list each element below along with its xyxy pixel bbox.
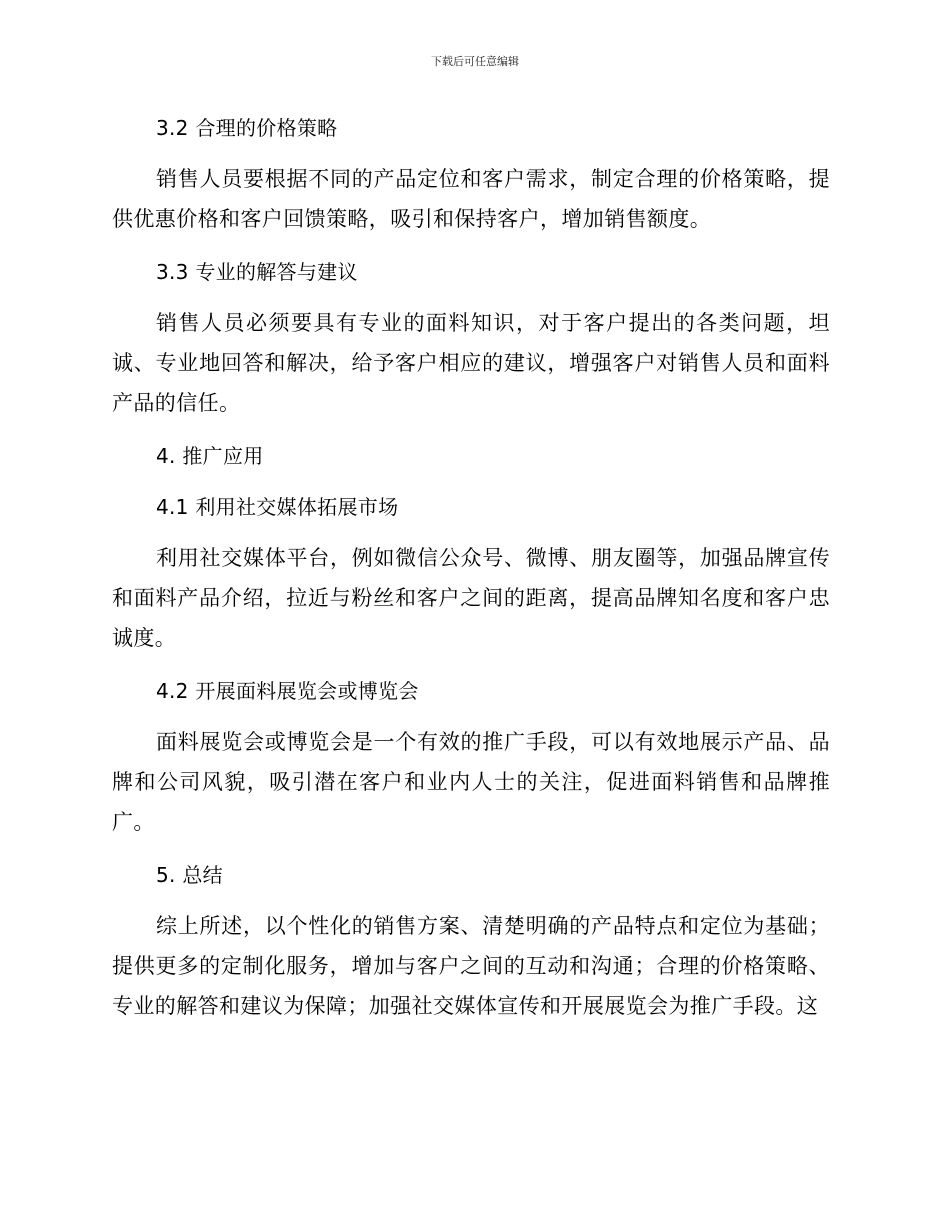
section-paragraph-3-2: 销售人员要根据不同的产品定位和客户需求，制定合理的价格策略，提供优惠价格和客户回馈策略，吸引和保持客户，增加销售额度。 bbox=[112, 167, 830, 231]
section-heading-5: 5. 总结 bbox=[156, 863, 223, 887]
section-heading-3-3: 3.3 专业的解答与建议 bbox=[156, 260, 358, 284]
section-heading-4-2: 4.2 开展面料展览会或博览会 bbox=[156, 679, 419, 703]
section-heading-4-1: 4.1 利用社交媒体拓展市场 bbox=[156, 495, 399, 519]
section-paragraph-4-2: 面料展览会或博览会是一个有效的推广手段，可以有效地展示产品、品牌和公司风貌，吸引潜在客户和业内人士的关注，促进面料销售和品牌推广。 bbox=[112, 730, 830, 834]
document-body bbox=[112, 108, 830, 1039]
section-paragraph-4-1: 利用社交媒体平台，例如微信公众号、微博、朋友圈等，加强品牌宣传和面料产品介绍，拉近与粉丝和客户之间的距离，提高品牌知名度和客户忠诚度。 bbox=[112, 546, 830, 650]
page-header-note: 下载后可任意编辑 bbox=[431, 55, 519, 68]
section-heading-4: 4. 推广应用 bbox=[156, 444, 264, 468]
section-paragraph-3-3: 销售人员必须要具有专业的面料知识，对于客户提出的各类问题，坦诚、专业地回答和解决，给予客户相应的建议，增强客户对销售人员和面料产品的信任。 bbox=[112, 311, 830, 415]
section-paragraph-5: 综上所述，以个性化的销售方案、清楚明确的产品特点和定位为基础；提供更多的定制化服务，增加与客户之间的互动和沟通；合理的价格策略、专业的解答和建议为保障；加强社交媒体宣传和开展展览会为推广手段。这 bbox=[112, 914, 830, 1018]
section-heading-3-2: 3.2 合理的价格策略 bbox=[156, 116, 338, 140]
